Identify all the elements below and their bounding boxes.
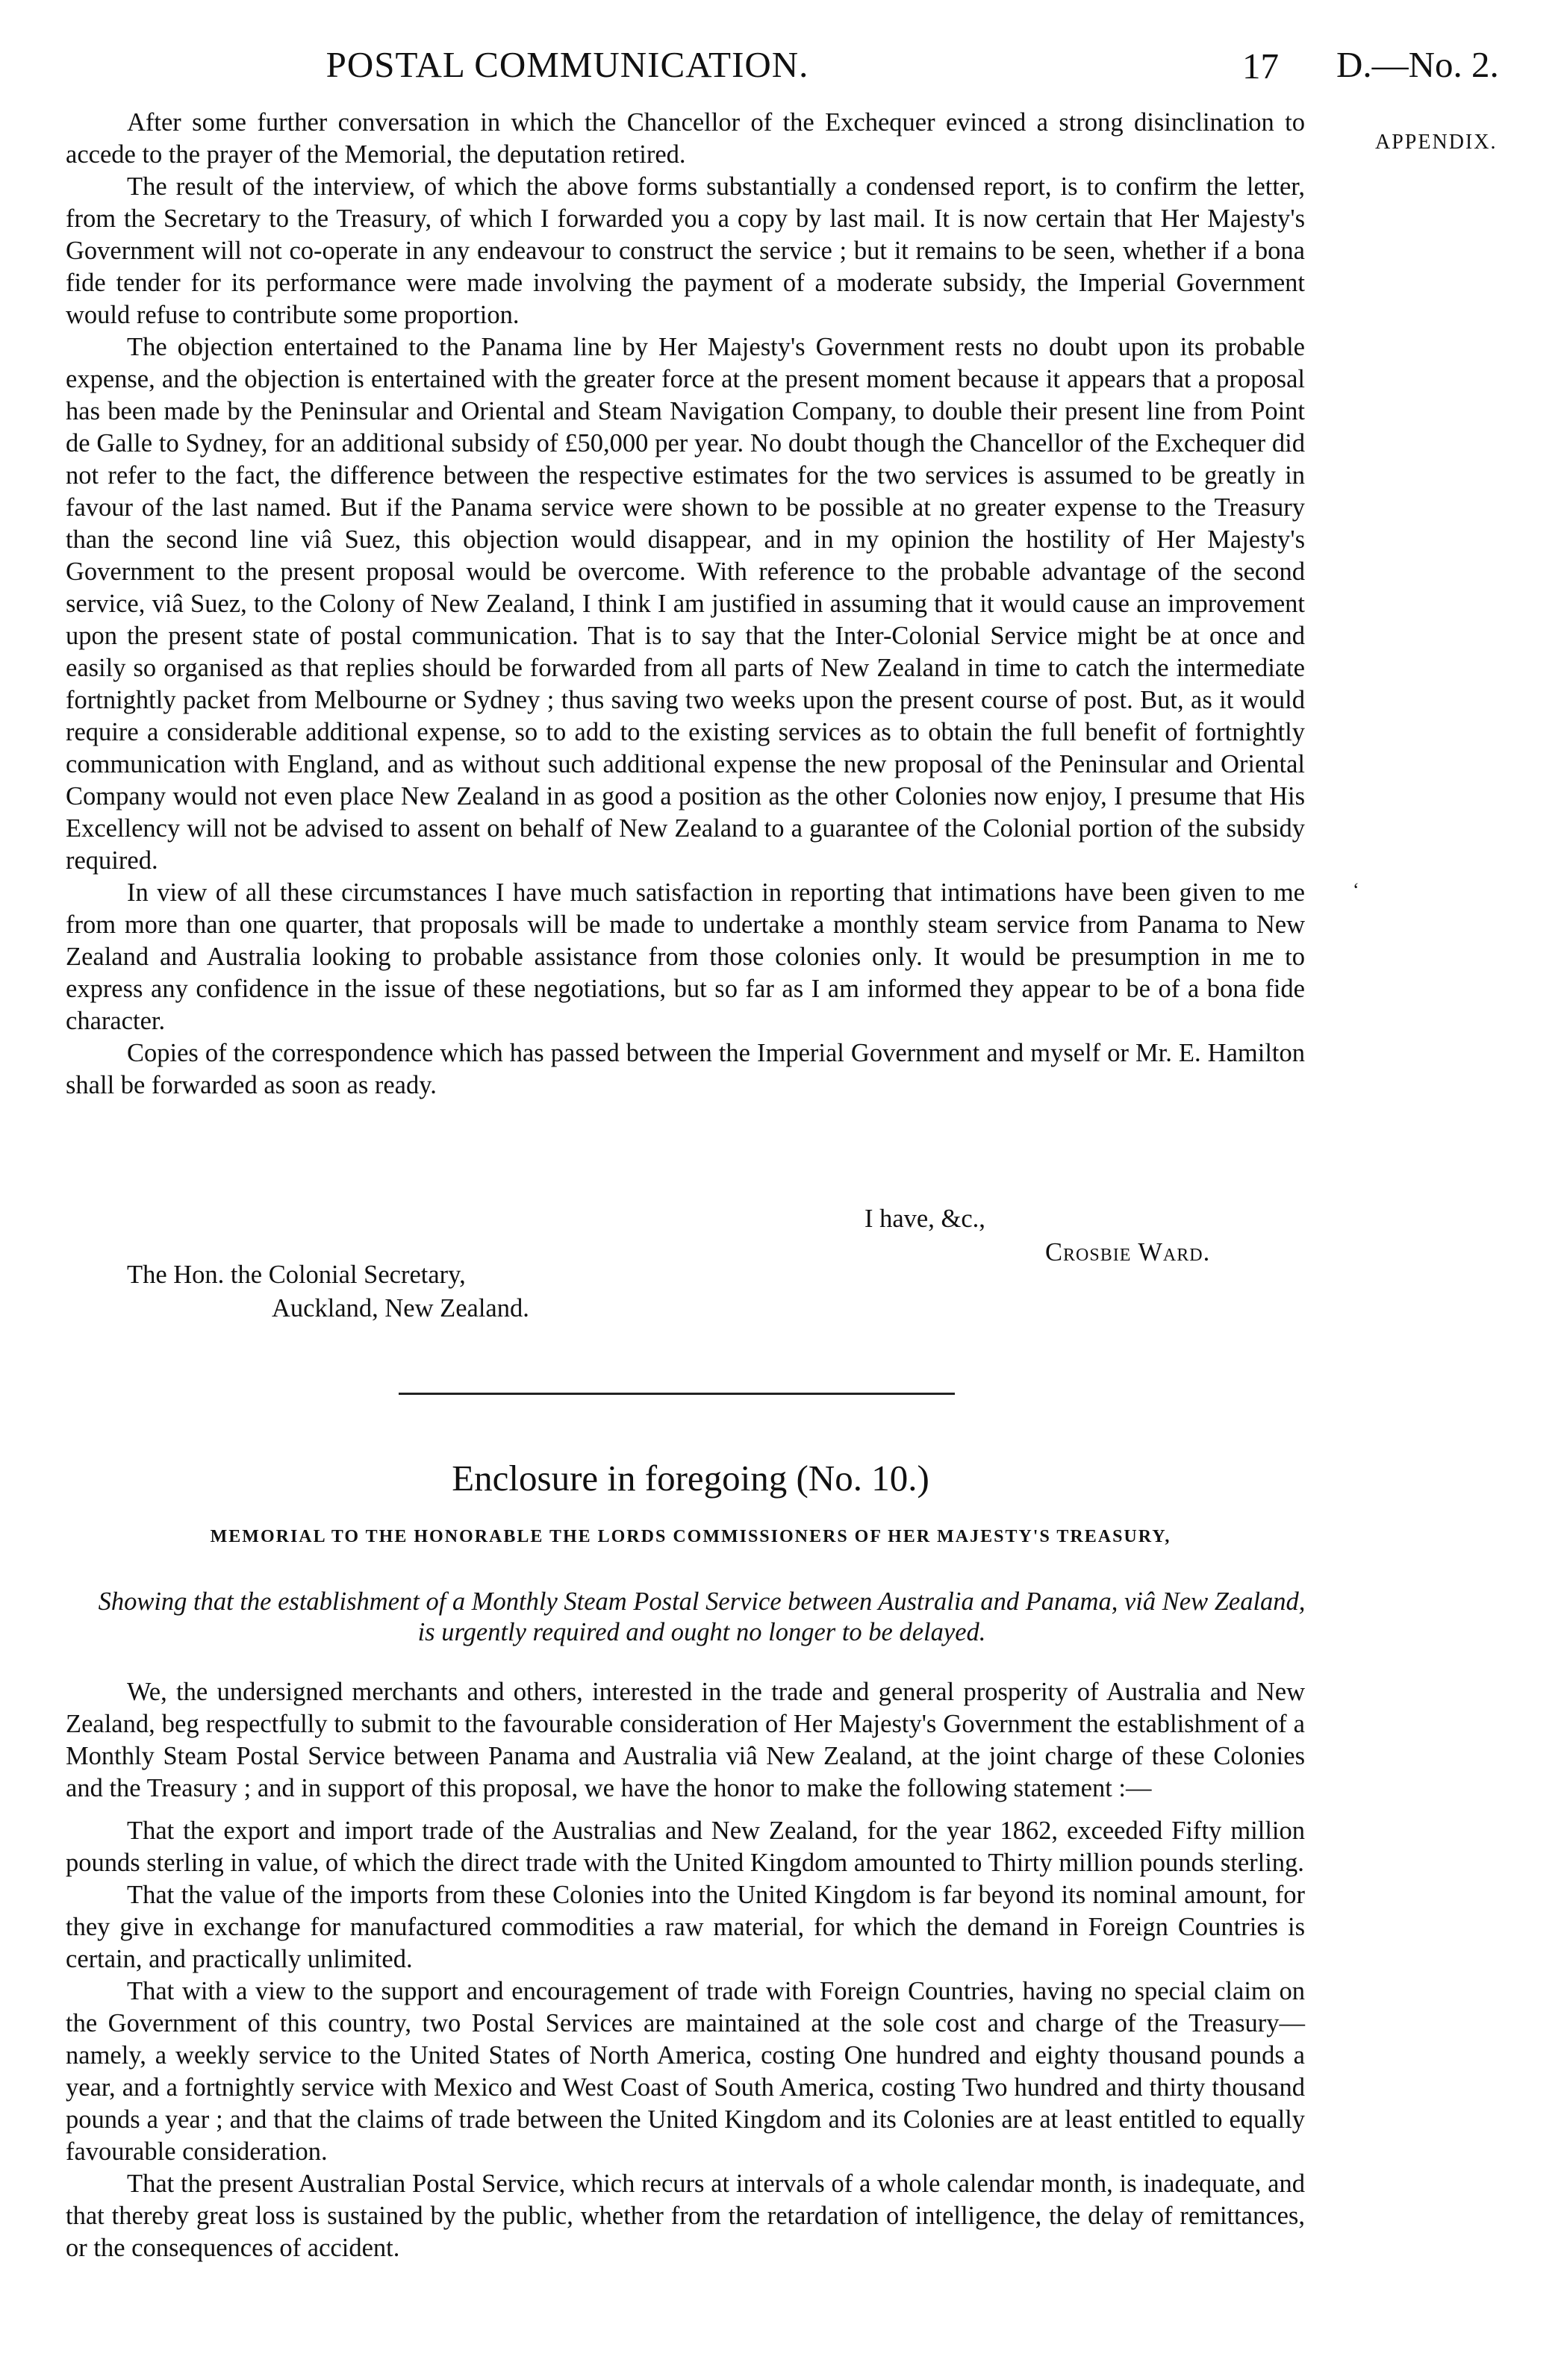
memorial-heading: MEMORIAL TO THE HONORABLE THE LORDS COMMISSIONERS OF HER MAJESTY'S TREASURY,	[210, 1527, 1171, 1546]
memorial-paragraph: That the export and import trade of the Australias and New Zealand, for the year 1862, exceeded Fifty million pounds sterling in value, of which the direct trade with the United Kingdom amounted to Thirty million pounds sterling.	[66, 1817, 1305, 1877]
stray-print-mark: ‘	[1353, 879, 1359, 901]
memorial-paragraph: That the present Australian Postal Service, which recurs at intervals of a whole calendar month, is inadequate, and that thereby great loss is sustained by the public, whether from the retardation of intelligence, the delay of remittances, or the consequences of accident.	[66, 2170, 1305, 2262]
letter-paragraph: In view of all these circumstances I have much satisfaction in reporting that intimations have been given to me from more than one quarter, that proposals will be made to undertake a monthly steam service from Panama to New Zealand and Australia looking to probable assistance from those colonies only. It would be presumption in me to express any confidence in the issue of these negotiations, but so far as I am informed they appear to be of a bona fide character.	[66, 878, 1305, 1035]
letter-paragraph: Copies of the correspondence which has passed between the Imperial Government and myself or Mr. E. Hamilton shall be forwarded as soon as ready.	[66, 1039, 1305, 1099]
document-reference: D.—No. 2.	[1336, 44, 1499, 85]
memorial-paragraph: We, the undersigned merchants and others, interested in the trade and general prosperity of Australia and New Zealand, beg respectfully to submit to the favourable consideration of Her Majesty's Government the establishment of a Monthly Steam Postal Service between Panama and Australia viâ New Zealand, at the joint charge of these Colonies and the Treasury ; and in support of this proposal, we have the honor to make the following statement :—	[66, 1678, 1305, 1802]
memorial-paragraph: That with a view to the support and encouragement of trade with Foreign Countries, having no special claim on the Government of this country, two Postal Services are maintained at the sole cost and charge of the Treasury—namely, a weekly service to the United States of North America, costing One hundred and eighty thousand pounds a year, and a fortnightly service with Mexico and West Coast of South America, costing Two hundred and thirty thousand pounds a year ; and that the claims of trade between the United Kingdom and its Colonies are at least entitled to equally favourable consideration.	[66, 1977, 1305, 2166]
letter-paragraph: The objection entertained to the Panama line by Her Majesty's Government rests no doubt upon its probable expense, and the objection is entertained with the greater force at the present moment because it appears that a proposal has been made by the Peninsular and Oriental and Steam Navigation Company, to double their present line from Point de Galle to Sydney, for an additional subsidy of £50,000 per year. No doubt though the Chancellor of the Exchequer did not refer to the fact, the difference between the respective estimates for the two services is assumed to be greatly in favour of the last named. But if the Panama service were shown to be possible at no greater expense to the Treasury than the second line viâ Suez, this objection would disappear, and in my opinion the hostility of Her Majesty's Government to the present proposal would be overcome. With reference to the probable advantage of the second service, viâ Suez, to the Colony of New Zealand, I think I am justified in assuming that it would cause an improvement upon the present state of postal communication. That is to say that the Inter-Colonial Service might be at once and easily so organised as that replies should be forwarded from all parts of New Zealand in time to catch the intermediate fortnightly packet from Melbourne or Sydney ; thus saving two weeks upon the present course of post. But, as it would require a considerable additional expense, so to add to the existing services as to obtain the full benefit of fortnightly communication with England, and as without such additional expense the new proposal of the Peninsular and Oriental Company would not even place New Zealand in as good a position as the other Colonies now enjoy, I presume that His Excellency will not be advised to assent on behalf of New Zealand to a guarantee of the Colonial portion of the subsidy required.	[66, 333, 1305, 875]
addressee-line: Auckland, New Zealand.	[272, 1294, 529, 1322]
letter-paragraph: After some further conversation in which the Chancellor of the Exchequer evinced a strong disinclination to accede to the prayer of the Memorial, the deputation retired.	[66, 108, 1305, 169]
letter-signature: Crosbie Ward.	[1045, 1238, 1211, 1266]
letter-closing: I have, &c.,	[864, 1205, 985, 1233]
memorial-paragraph: That the value of the imports from these Colonies into the United Kingdom is far beyond its nominal amount, for they give in exchange for manufactured commodities a raw material, for which the demand in Foreign Countries is certain, and practically unlimited.	[66, 1881, 1305, 1973]
letter-body	[66, 107, 1305, 1102]
memorial-subtitle: Showing that the establishment of a Monthly Steam Postal Service between Australia and Panama, viâ New Zealand, is urgently required and ought no longer to be delayed.	[98, 1587, 1306, 1646]
enclosure-title: Enclosure in foregoing (No. 10.)	[452, 1458, 929, 1499]
addressee-line: The Hon. the Colonial Secretary,	[127, 1261, 466, 1289]
page-number: 17	[1242, 46, 1279, 87]
page-header-title: POSTAL COMMUNICATION.	[325, 44, 809, 85]
appendix-label: APPENDIX.	[1375, 131, 1498, 154]
section-divider	[399, 1393, 955, 1395]
letter-paragraph: The result of the interview, of which the above forms substantially a condensed report, is to confirm the letter, from the Secretary to the Treasury, of which I forwarded you a copy by last mail. It is now certain that Her Majesty's Government will not co-operate in any endeavour to construct the service ; but it remains to be seen, whether if a bona fide tender for its performance were made involving the payment of a moderate subsidy, the Imperial Government would refuse to contribute some proportion.	[66, 172, 1305, 329]
memorial-body	[66, 1676, 1305, 2264]
